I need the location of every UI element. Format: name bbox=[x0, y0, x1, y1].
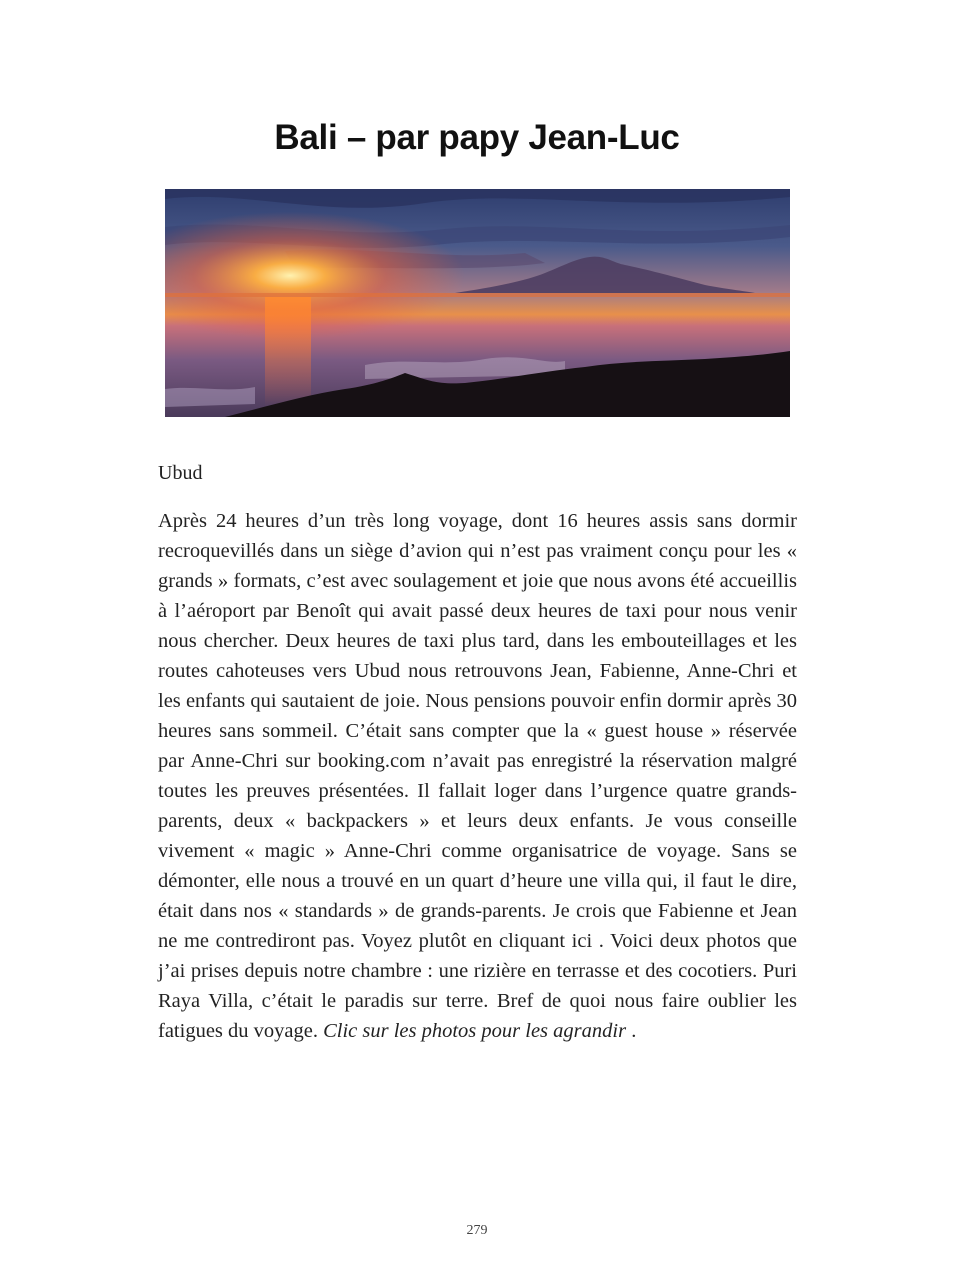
sunset-photo-image bbox=[165, 189, 790, 417]
paragraph-text-before-link: Après 24 heures d’un très long voyage, dont 16 heures assis sans dormir recroquevillés dans un siège d’avion qui n’est pas vraiment conçu pour les « grands » formats, c’est avec soulagement et joie que nous avons été accueillis à l’aéroport par Benoît qui avait passé deux heures de taxi pour nous venir nous chercher. Deux heures de taxi plus tard, dans les embouteillages et les routes cahoteuses vers Ubud nous retrouvons Jean, Fabienne, Anne-Chri et les enfants qui sautaient de joie. Nous pensions pouvoir enfin dormir après 30 heures sans sommeil. C’était sans compter que la « guest house » réservée par Anne-Chri sur booking.com n’avait pas enregistré la réservation malgré toutes les preuves présentées. Il fallait loger dans l’urgence quatre grands-parents, deux « backpackers » et leurs deux enfants. Je vous conseille vivement « magic » Anne-Chri comme organisatrice de voyage. Sans se démonter, elle nous a trouvé en un quart d’heure une villa qui, il faut le dire, était dans nos « standards » de grands-parents. Je crois que Fabienne et Jean ne me contrediront pas. Voyez plutôt en cliquant bbox=[158, 510, 797, 952]
sunset-photo[interactable] bbox=[165, 189, 790, 417]
page-title: Bali – par papy Jean-Luc bbox=[274, 118, 680, 157]
paragraph-text-after-link: . Voici deux photos que j’ai prises depuis notre chambre : une rizière en terrasse et des cocotiers. Puri Raya Villa, c’était le paradis sur terre. Bref de quoi nous faire oublier les fatigues du voyage. bbox=[158, 930, 797, 1042]
section-heading: Ubud bbox=[158, 462, 203, 484]
page-number: 279 bbox=[466, 1223, 488, 1238]
body-paragraph bbox=[158, 506, 797, 1046]
ici-link[interactable]: ici bbox=[571, 930, 593, 952]
paragraph-text-end: . bbox=[626, 1020, 637, 1042]
enlarge-photos-hint: Clic sur les photos pour les agrandir bbox=[323, 1020, 627, 1042]
